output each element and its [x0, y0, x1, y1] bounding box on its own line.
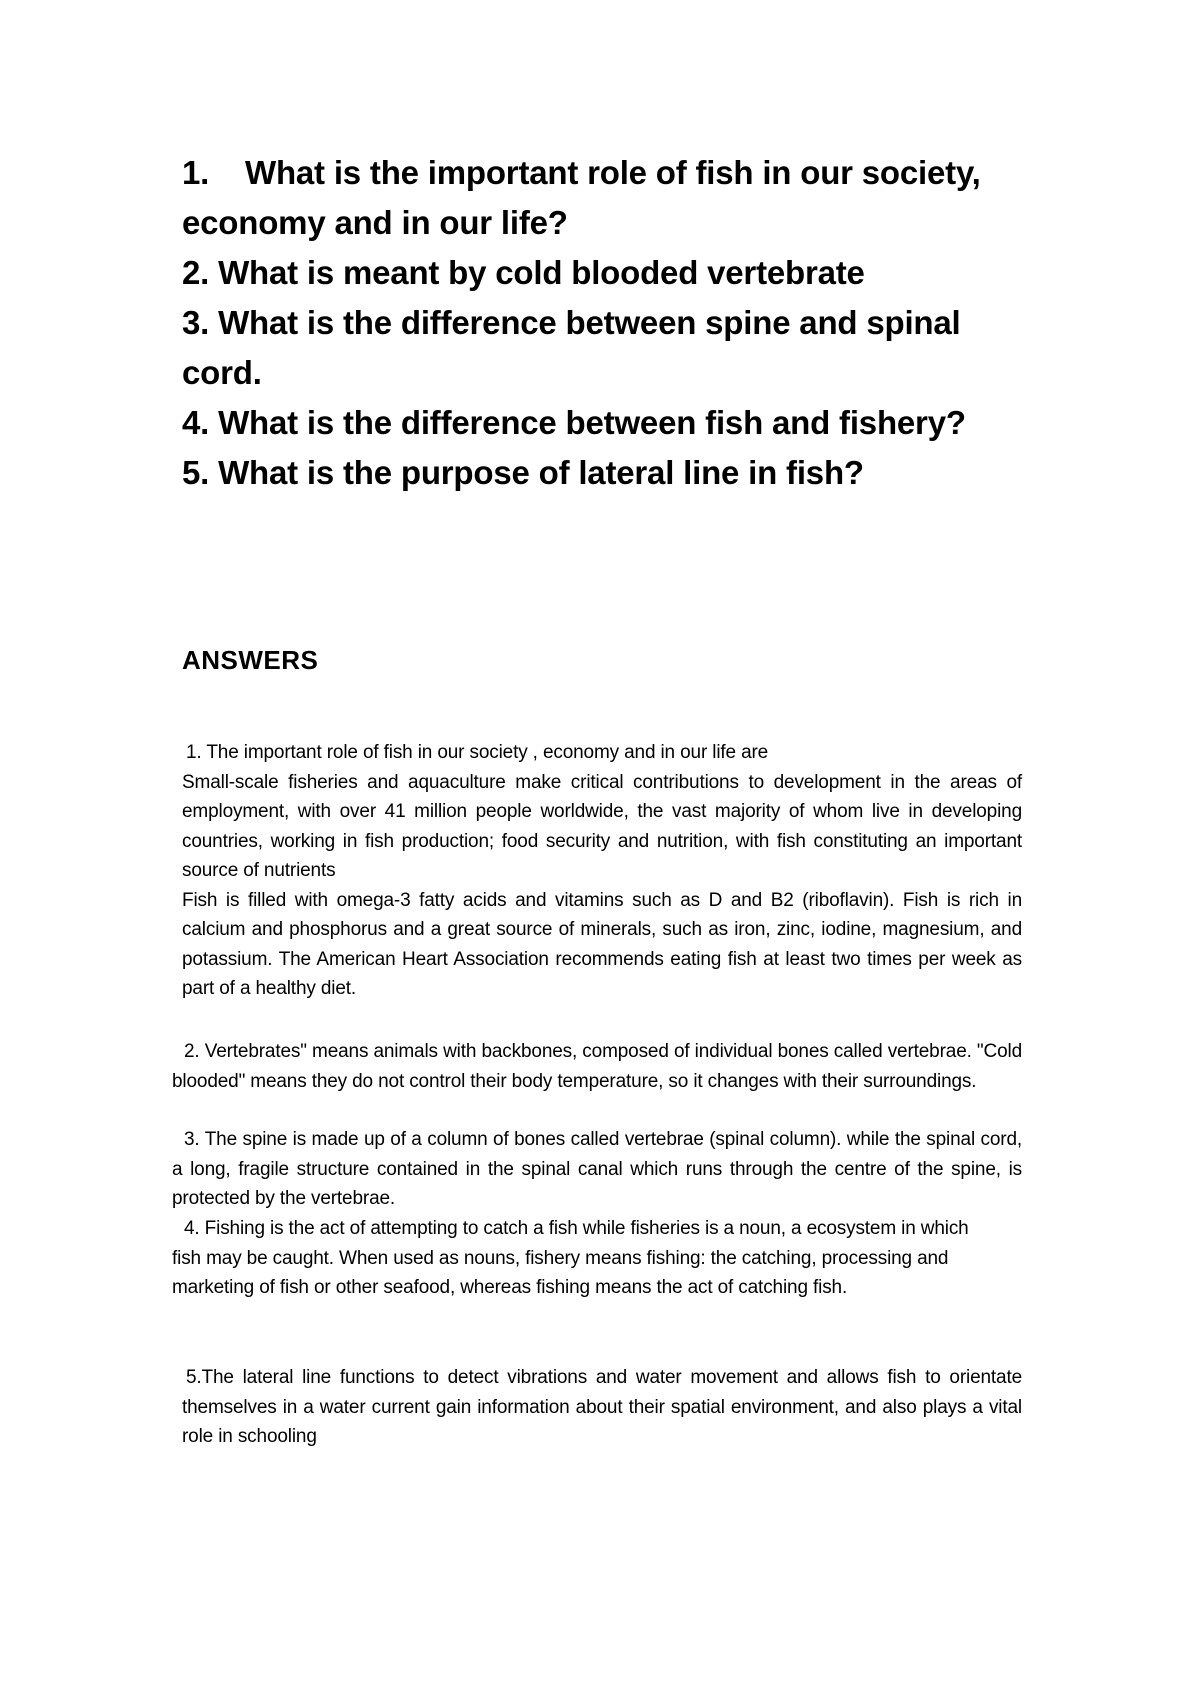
question-1	[182, 148, 1002, 248]
question-number: 1.	[182, 154, 210, 191]
question-number: 3.	[182, 304, 210, 341]
question-4	[182, 398, 1002, 448]
answer-5-text: 5.The lateral line functions to detect vibrations and water movement and allows fish to orientate themselves in a water current gain information about their spatial environment, and also plays a vital role in schooling	[182, 1367, 1022, 1447]
question-number: 5.	[182, 454, 210, 491]
answer-5	[182, 1363, 1022, 1452]
question-text: What is the purpose of lateral line in fish?	[218, 454, 864, 491]
question-5	[182, 448, 1002, 498]
answer-1-paragraph-2: Fish is filled with omega-3 fatty acids and vitamins such as D and B2 (riboflavin). Fish is rich in calcium and phosphorus and a great source of minerals, such as iron, zinc, iodine, magnesium, and potassium. The American Heart Association recommends eating fish at least two times per week as part of a healthy diet.	[182, 889, 1022, 999]
answer-3-text: 3. The spine is made up of a column of bones called vertebrae (spinal column). while the spinal cord, a long, fragile structure contained in the spinal canal which runs through the centre of the spine, is protected by the vertebrae.	[172, 1129, 1022, 1209]
answer-4-text: 4. Fishing is the act of attempting to catch a fish while fisheries is a noun, a ecosystem in which fish may be caught. When used as nouns, fishery means fishing: the catching, processing and marketing of fish or other seafood, whereas fishing means the act of catching fish.	[172, 1218, 969, 1298]
question-number: 2.	[182, 254, 210, 291]
question-text: What is meant by cold blooded vertebrate	[218, 254, 865, 291]
question-3	[182, 298, 1002, 398]
answer-2-text: 2. Vertebrates" means animals with backbones, composed of individual bones called vertebrae. "Cold blooded" means they do not control their body temperature, so it changes with their surroundings.	[172, 1041, 1022, 1092]
question-text: What is the difference between spine and spinal cord.	[182, 304, 961, 391]
answer-1	[182, 738, 1022, 1004]
answer-1-intro: 1. The important role of fish in our society , economy and in our life are	[186, 742, 769, 763]
answer-1-paragraph-1: Small-scale fisheries and aquaculture make critical contributions to development in the areas of employment, with over 41 million people worldwide, the vast majority of whom live in developing countries, working in fish production; food security and nutrition, with fish constituting an important source of nutrients	[182, 771, 1022, 881]
question-number: 4.	[182, 404, 210, 441]
question-text: What is the important role of fish in our society, economy and in our life?	[182, 154, 981, 241]
answers-heading: ANSWERS	[182, 645, 319, 675]
answer-2	[172, 1037, 1022, 1096]
question-text: What is the difference between fish and fishery?	[218, 404, 966, 441]
answer-4	[172, 1214, 972, 1303]
question-2	[182, 248, 1002, 298]
question-list	[182, 148, 1002, 498]
answer-3	[172, 1125, 1022, 1214]
